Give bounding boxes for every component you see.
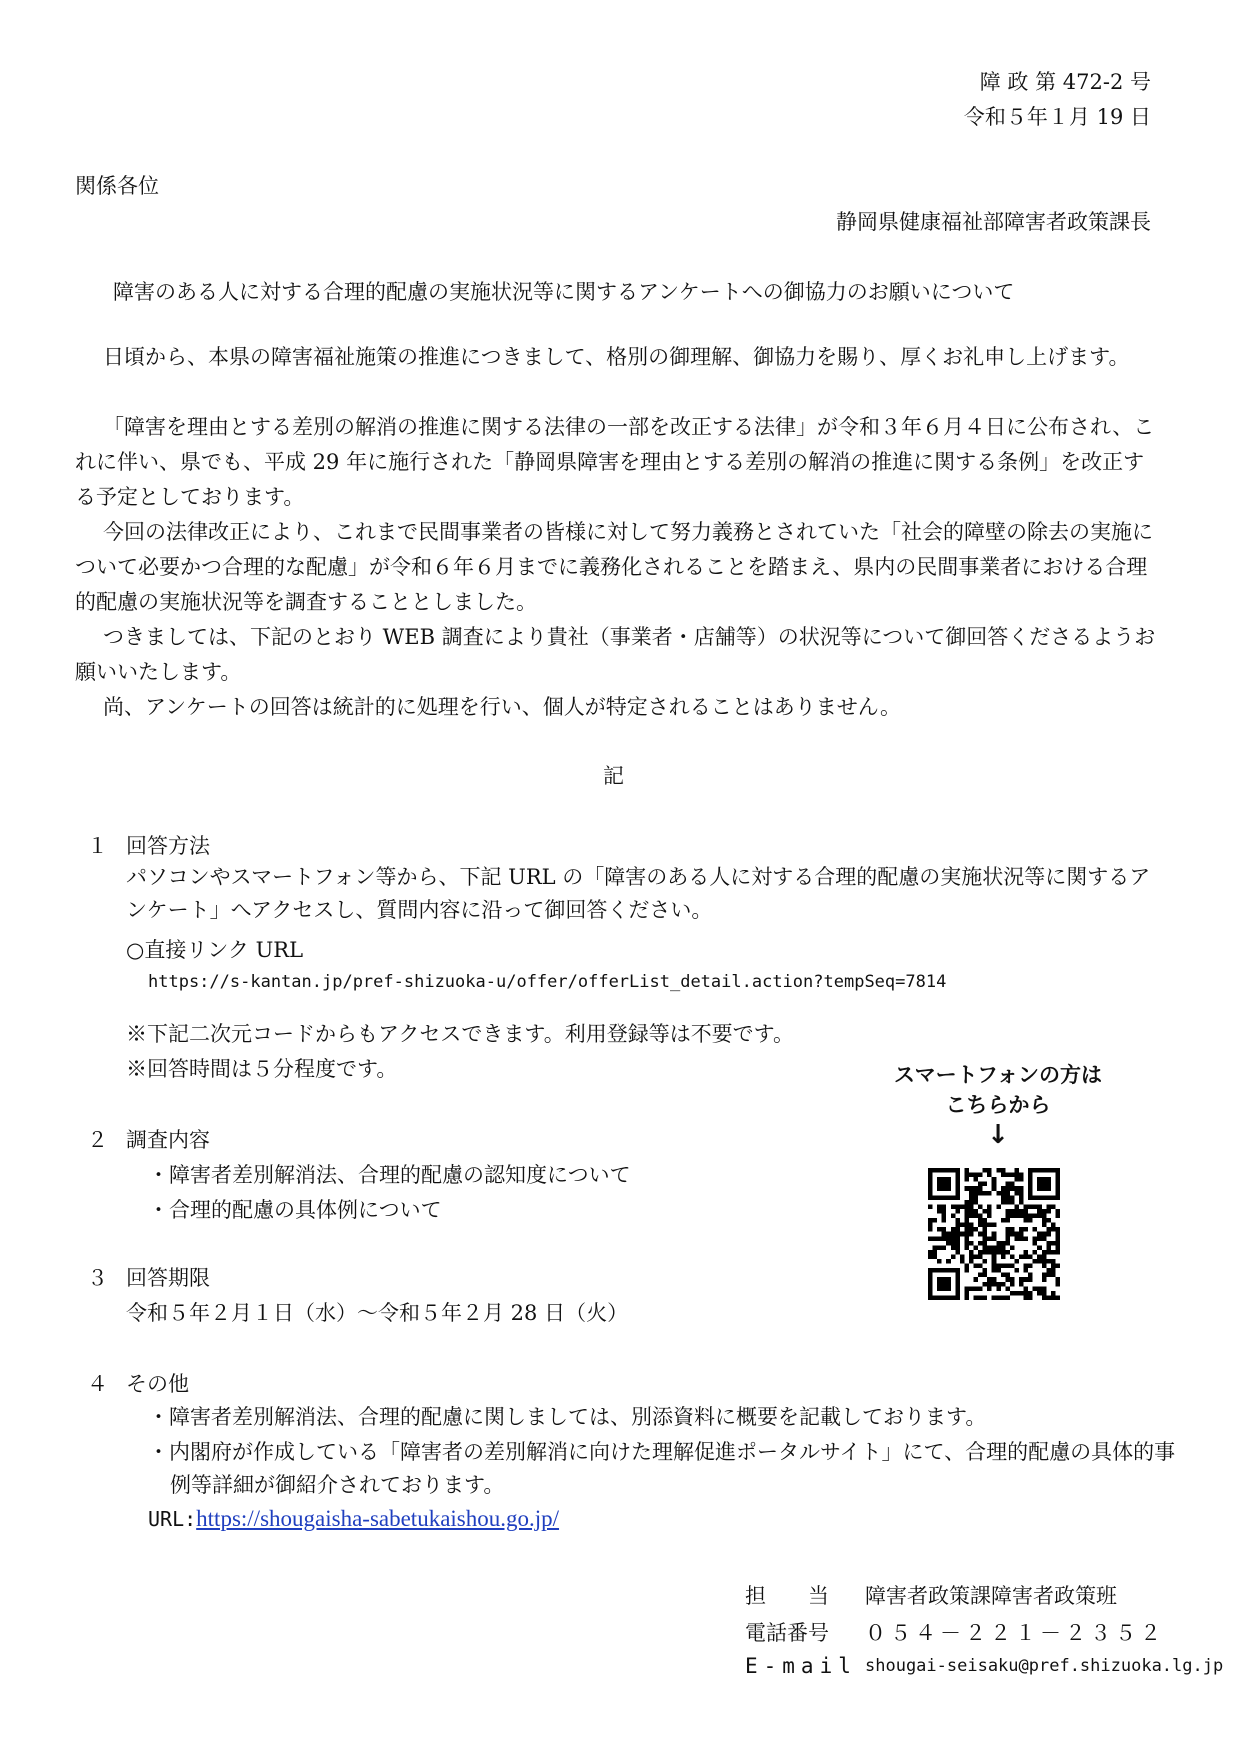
qr-caption-line-1: スマートフォンの方は [894,1063,1102,1087]
section-2-number: ２ [87,1128,108,1152]
answer-deadline: 令和５年２月１日（水）～令和５年２月 28 日（火） [126,1301,629,1325]
body-paragraph-5: 尚、アンケートの回答は統計的に処理を行い、個人が特定されることはありません。 [103,695,901,719]
section-3-heading: 回答期限 [126,1266,210,1290]
section-4-item-2: ・内閣府が作成している「障害者の差別解消に向けた理解促進ポータルサイト」にて、合理的配慮の具体的事例等詳細が御紹介されております。 [148,1440,1176,1497]
qr-caption-line-2: こちらから [945,1093,1051,1117]
contact-tel-label: 電話番号 [745,1621,829,1645]
contact-email-label: E-mail [745,1654,857,1678]
contact-tanto-label: 担 当 [745,1584,829,1608]
contact-tanto-value: 障害者政策課障害者政策班 [865,1584,1117,1608]
section-2-item-1: ・障害者差別解消法、合理的配慮の認知度について [148,1163,631,1187]
section-4-number: ４ [87,1372,108,1396]
body-paragraph-2: 「障害を理由とする差別の解消の推進に関する法律の一部を改正する法律」が令和３年６月４日に公布され、これに伴い、県でも、平成 29 年に施行された「静岡県障害を理由とする差別の解消の推進に関する条例」を改正する予定としております。 [75,415,1155,509]
portal-url-line [148,1506,559,1532]
contact-email-value[interactable]: shougai-seisaku@pref.shizuoka.lg.jp [865,1656,1224,1676]
sender: 静岡県健康福祉部障害者政策課長 [836,210,1151,234]
qr-code[interactable] [928,1168,1060,1300]
ki-heading: 記 [603,764,624,788]
section-3-number: ３ [87,1266,108,1290]
answer-time-note: ※回答時間は５分程度です。 [126,1057,398,1081]
section-1-text: パソコンやスマートフォン等から、下記 URL の「障害のある人に対する合理的配慮の実施状況等に関するアンケート」へアクセスし、質問内容に沿って御回答ください。 [126,865,1151,922]
qr-caption [858,1060,1138,1150]
portal-url-label: URL: [148,1507,197,1531]
contact-tel-value: ０５４－２２１－２３５２ [865,1621,1165,1645]
body-paragraph-3: 今回の法律改正により、これまで民間事業者の皆様に対して努力義務とされていた「社会的障壁の除去の実施について必要かつ合理的な配慮」が令和６年６月までに義務化されることを踏まえ、県内の民間事業者における合理的配慮の実施状況等を調査することとしました。 [75,520,1153,614]
body-paragraph-1: 日頃から、本県の障害福祉施策の推進につきまして、格別の御理解、御協力を賜り、厚くお礼申し上げます。 [103,345,1130,369]
section-1-heading: 回答方法 [126,834,210,858]
addressee: 関係各位 [75,174,159,198]
down-arrow-icon: ↓ [987,1120,1009,1150]
body-paragraph-4: つきましては、下記のとおり WEB 調査により貴社（事業者・店舗等）の状況等について御回答くださるようお願いいたします。 [75,625,1156,684]
section-4-item-1: ・障害者差別解消法、合理的配慮に関しましては、別添資料に概要を記載しております。 [148,1405,987,1429]
survey-url[interactable]: https://s-kantan.jp/pref-shizuoka-u/offer/offerList_detail.action?tempSeq=7814 [148,972,947,992]
section-2-item-2: ・合理的配慮の具体例について [148,1198,442,1222]
section-4-heading: その他 [126,1372,189,1396]
document-number: 障 政 第 472-2 号 [979,70,1151,94]
section-1-number: １ [87,834,108,858]
direct-link-label: ○直接リンク URL [126,938,304,962]
document-title: 障害のある人に対する合理的配慮の実施状況等に関するアンケートへの御協力のお願いについて [113,280,1015,304]
portal-url-link[interactable]: https://shougaisha-sabetukaishou.go.jp/ [196,1506,560,1531]
section-2-heading: 調査内容 [126,1128,210,1152]
qr-access-note: ※下記二次元コードからもアクセスできます。利用登録等は不要です。 [126,1022,795,1046]
document-date: 令和５年１月 19 日 [963,105,1151,129]
